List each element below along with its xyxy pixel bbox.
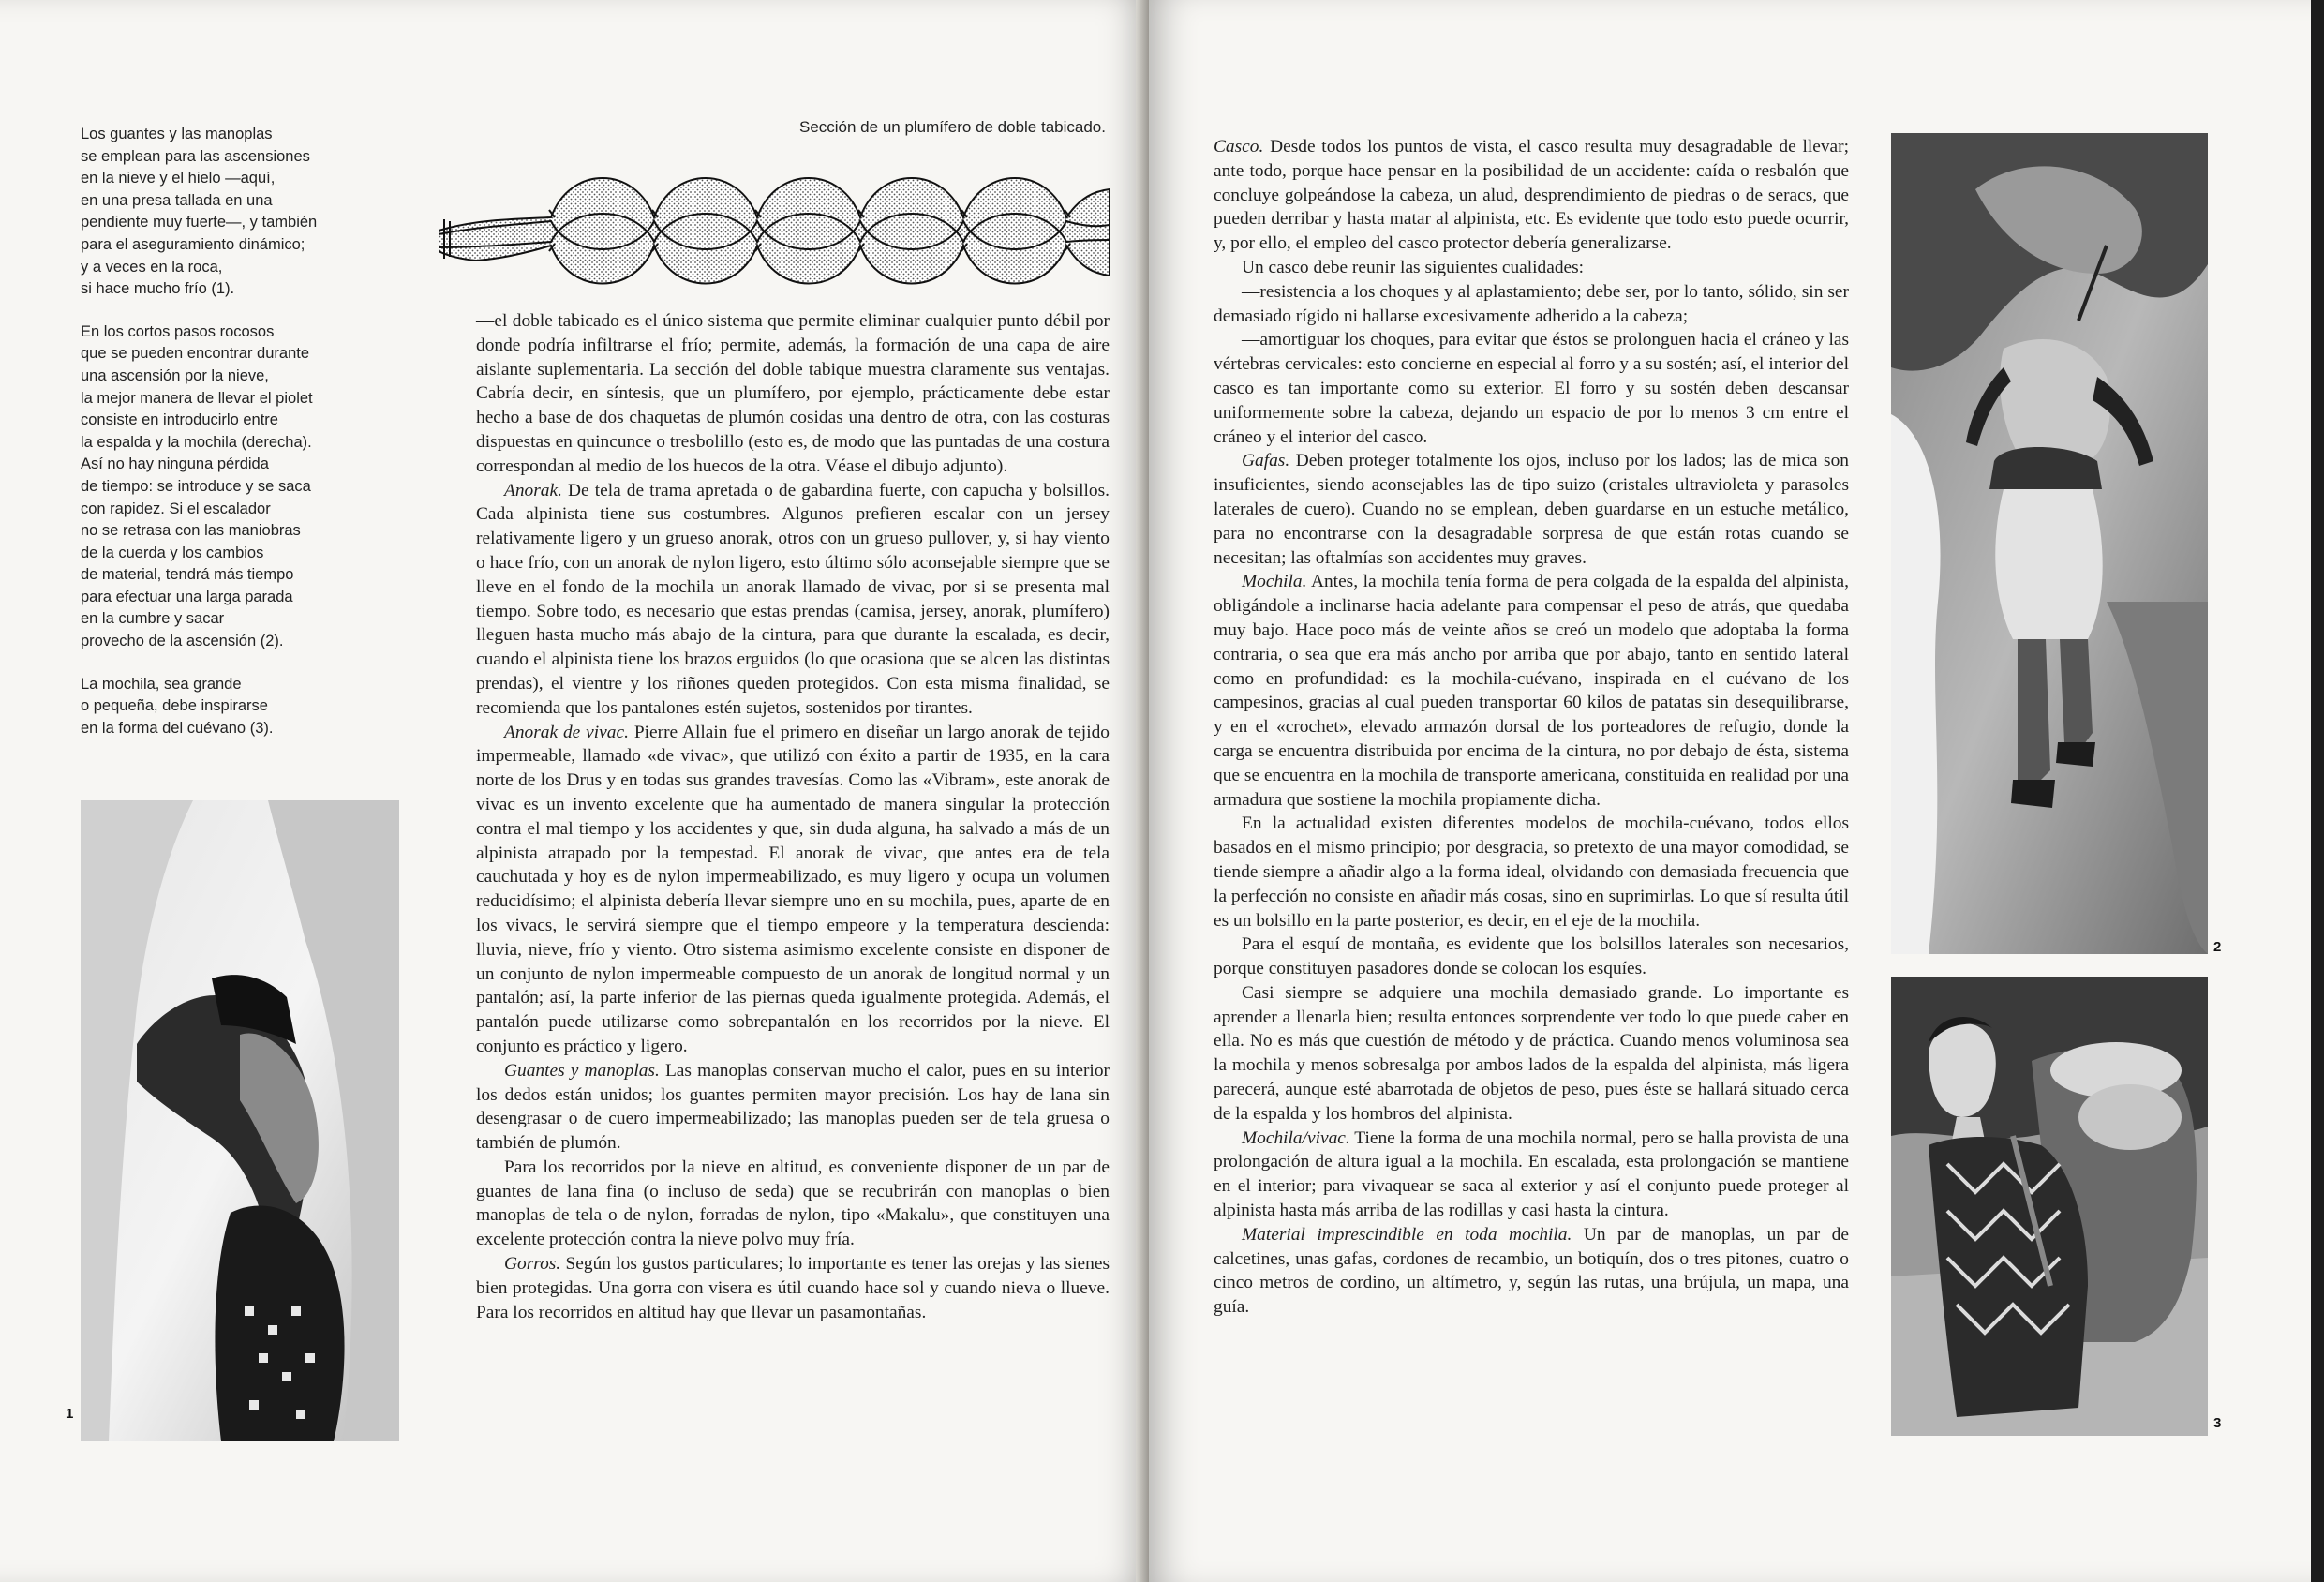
- down-jacket-section-diagram: [439, 165, 1110, 296]
- paragraph: Mochila. Antes, la mochila tenía forma de pera colgada de la espalda del alpinista, obligándole a inclinarse hacia adelante para compensar el peso de atrás, que quedaba muy bajo. Hace poco más de veinte años se creó un modelo que adoptaba la forma contraria, o sea que era más ancho por arriba que por abajo, tanto en sentido lateral como en profundidad: es la mochila-cuévano, inspirada en el cuévano de los campesinos, gracias al cual pueden transportar 60 kilos de patatas sin desequilibrarse, y en el «crochet», elevado armazón dorsal de los porteadores de refugio, donde la carga se encuentra distribuida por encima de la cintura, no por debajo de ésta, sistema que se encuentra en la mochila de transporte americana, constituida en realidad por una armadura que sostiene la mochila propiamente dicha.: [1214, 572, 1849, 810]
- right-page: [1149, 0, 2311, 1582]
- paragraph: Anorak de vivac. Pierre Allain fue el primero en diseñar un largo anorak de tejido impermeable, llamado «de vivac», que utilizó con éxito a partir de 1935, en la cara norte de los Drus y en todas sus grandes travesías. Como las «Vibram», este anorak de vivac es un invento excelente que ha aumentado de manera singular la protección contra el mal tiempo y los accidentes y que, sin duda alguna, ha salvado a más de un alpinista atrapado por la tempestad. El anorak de vivac, que antes era de tela cauchutada y hoy es de nylon impermeabilizado, es muy ligero y ocupa un volumen reducidísimo; el alpinista debería llevar siempre uno en su mochila, pues, aparte de en los vivacs, le servirá siempre que el tiempo empeore y la temperatura descienda: lluvia, nieve, frío y viento. Otro sistema asimismo excelente consiste en disponer de un conjunto de nylon impermeable compuesto de un anorak de longitud normal y un pantalón; así, la parte inferior de las piernas queda igualmente protegida. Además, el pantalón puede utilizarse como sobrepantalón en los recorridos por la nieve. El conjunto es práctico y ligero.: [476, 722, 1110, 1056]
- caption-paragraph-1: Los guantes y las manoplas se emplean para las ascensiones en la nieve y el hielo —aquí, en una presa tallada en una pendiente muy fuerte—, y también para el aseguramiento dinámico; y a veces en la roca, si hace mucho frío (1).: [81, 126, 318, 298]
- section-heading: Material imprescindible en toda mochila.: [1242, 1224, 1572, 1245]
- paragraph: Guantes y manoplas. Las manoplas conservan mucho el calor, pues en su interior los dedos están unidos; los guantes permiten mayor precisión. Los hay de lana sin desengrasar o de cuero impermeabilizado; las manoplas pueden ser de tela gruesa o también de plumón.: [476, 1060, 1110, 1154]
- section-heading: Gafas.: [1242, 451, 1290, 471]
- section-heading: Mochila.: [1242, 572, 1307, 592]
- paragraph: —el doble tabicado es el único sistema que permite eliminar cualquier punto débil por donde podría infiltrarse el frío; permite, además, la formación de una capa de aire aislante suplementaria. La sección del doble tabique muestra claramente sus ventajas. Cabría decir, en síntesis, que un plumífero, por ejemplo, prácticamente debe estar hecho a base de dos chaquetas de plumón cosidas una dentro de otra, con las costuras dispuestas en quincunce o tresbolillo (esto es, de modo que las puntadas de una costura correspondan al medio de los huecos de la otra. Véase el dibujo adjunto).: [476, 311, 1110, 476]
- caption-paragraph-3: La mochila, sea grande o pequeña, debe inspirarse en la forma del cuévano (3).: [81, 675, 274, 737]
- right-body-text: [1214, 135, 1849, 1320]
- figure-number-2: 2: [2213, 939, 2222, 955]
- paragraph: Casco. Desde todos los puntos de vista, el casco resulta muy desagradable de llevar; ante todo, porque hace pensar en la posibilidad de un accidente: caída o resbalón que concluye golpeándose la cabeza, un alud, desprendimiento de piedras o de seracs, que pueden derribar y hasta matar al alpinista, etc. Es evidente que todo esto puede ocurrir, y, por ello, el empleo del casco protector debería generalizarse.: [1214, 137, 1849, 254]
- paragraph: Mochila/vivac. Tiene la forma de una mochila normal, pero se halla provista de una prolongación de altura igual a la mochila. En escalada, esta prolongación se mantiene en el interior; para vivaquear se saca al exterior y así el conjunto puede proteger al alpinista hasta más arriba de las rodillas y casi hasta la cintura.: [1214, 1127, 1849, 1221]
- figure-number-3: 3: [2213, 1415, 2222, 1431]
- paragraph: Un casco debe reunir las siguientes cualidades:: [1242, 257, 1585, 277]
- paragraph: Para el esquí de montaña, es evidente que los bolsillos laterales son necesarios, porque constituyen pasadores donde se colocan los esquíes.: [1214, 934, 1849, 979]
- photo-climber-rock: [1891, 133, 2208, 954]
- paragraph: Material imprescindible en toda mochila. Un par de manoplas, un par de calcetines, unas gafas, cordones de recambio, un botiquín, dos o tres pitones, cuatro o cinco metros de cordino, un altímetro, y, según las rutas, una brújula, un mapa, una guía.: [1214, 1224, 1849, 1318]
- photo-caption: [81, 124, 390, 760]
- paragraph: —amortiguar los choques, para evitar que éstos se prolonguen hacia el cráneo y las vértebras cervicales: esto concierne en especial al forro y a su sostén; así, el interior del casco es tan importante como su exterior. El forro y su sostén deben descansar uniformemente sobre la cabeza, dejando un espacio de por lo menos 3 cm entre el cráneo y el interior del casco.: [1214, 330, 1849, 447]
- diagram-title: Sección de un plumífero de doble tabicado.: [798, 118, 1106, 136]
- section-heading: Anorak.: [504, 480, 562, 500]
- paragraph: Gafas. Deben proteger totalmente los ojos, incluso por los lados; las de mica son insuficientes, siendo aconsejables las de tipo suizo (cristales ultravioleta y parasoles laterales de cuero). Cuando no se emplean, deben guardarse en un estuche metálico, para no encontrarse con la desagradable sorpresa de que están rotas cuando se necesitan; las oftalmías son accidentes muy graves.: [1214, 451, 1849, 568]
- figure-number-1: 1: [66, 1406, 74, 1422]
- paragraph: Gorros. Según los gustos particulares; lo importante es tener las orejas y las sienes bien protegidas. Una gorra con visera es útil cuando hace sol y cuando nieva o llueve. Para los recorridos en altitud hay que llevar un pasamontañas.: [476, 1254, 1110, 1322]
- caption-paragraph-2: En los cortos pasos rocosos que se pueden encontrar durante una ascensión por la nieve, la mejor manera de llevar el piolet consiste en introducirlo entre la espalda y la mochila (derecha). Así no hay ninguna pérdida de tiempo: se introduce y se saca con rapidez. Si el escalador no se retrasa con las maniobras de la cuerda y los cambios de material, tendrá más tiempo para efectuar una larga parada en la cumbre y sacar provecho de la ascensión (2).: [81, 322, 313, 650]
- section-heading: Gorros.: [504, 1254, 561, 1275]
- left-body-text: [476, 309, 1110, 1324]
- diagram-outer-fill: [439, 178, 1110, 284]
- section-heading: Casco.: [1214, 137, 1264, 157]
- paragraph: En la actualidad existen diferentes modelos de mochila-cuévano, todos ellos basados en el mismo principio; por desgracia, so pretexto de una mayor comodidad, se tiende siempre a añadir algo a la forma ideal, olvidando con demasiada frecuencia que la perfección no consiste en añadir más cosas, sino en suprimirlas. Lo que sí resulta útil es un bolsillo en la parte posterior, es decir, en el eje de la mochila.: [1214, 813, 1849, 931]
- section-heading: Anorak de vivac.: [504, 722, 629, 742]
- paragraph: Anorak. De tela de trama apretada o de gabardina fuerte, con capucha y bolsillos. Cada alpinista tiene sus costumbres. Algunos prefieren escalar con un jersey relativamente ligero y un grueso anorak, otros con un grueso pullover, y, si hay viento o hace frío, con un anorak de nylon ligero, esto último sólo aconsejable siempre que se lleve en el fondo de la mochila un anorak llamado de vivac, por si se presenta mal tiempo. Sobre todo, es necesario que estas prendas (camisa, jersey, anorak, plumífero) lleguen hasta mucho más abajo de la cintura, para que durante la escalada, es decir, cuando el alpinista tiene los brazos erguidos (lo que ocasiona que se alcen las distintas prendas), el vientre y los riñones queden protegidos. Con esta misma finalidad, se recomienda que los pantalones estén sujetos, sostenidos por tirantes.: [476, 480, 1110, 718]
- paragraph: —resistencia a los choques y al aplastamiento; debe ser, por lo tanto, sólido, sin ser demasiado rígido ni hallarse excesivamente adherido a la cabeza;: [1214, 281, 1849, 326]
- left-page: [0, 0, 1149, 1582]
- photo-climber-backpack: [1891, 977, 2208, 1436]
- section-heading: Guantes y manoplas.: [504, 1060, 660, 1081]
- paragraph: Casi siempre se adquiere una mochila demasiado grande. Lo importante es aprender a llenarla bien; resulta entonces sorprendente ver todo lo que puede caber en ella. No es más que cuestión de método y de práctica. Cuando menos voluminosa sea la mochila y menos sobresalga por ambos lados de la espalda del alpinista, más ligera parecerá, aunque esté abarrotada de objetos de peso, pues éste se hallará situado cerca de la espalda y los hombros del alpinista.: [1214, 982, 1849, 1124]
- section-heading: Mochila/vivac.: [1242, 1127, 1350, 1148]
- paragraph: Para los recorridos por la nieve en altitud, es conveniente disponer de un par de guantes de lana fina (o incluso de seda) que se recubrirán con manoplas o bien manoplas de tela o de nylon, forradas de nylon, tipo «Makalu», que constituyen una excelente protección contra la nieve polvo muy fría.: [476, 1157, 1110, 1250]
- photo-gloves-ice: [81, 800, 399, 1441]
